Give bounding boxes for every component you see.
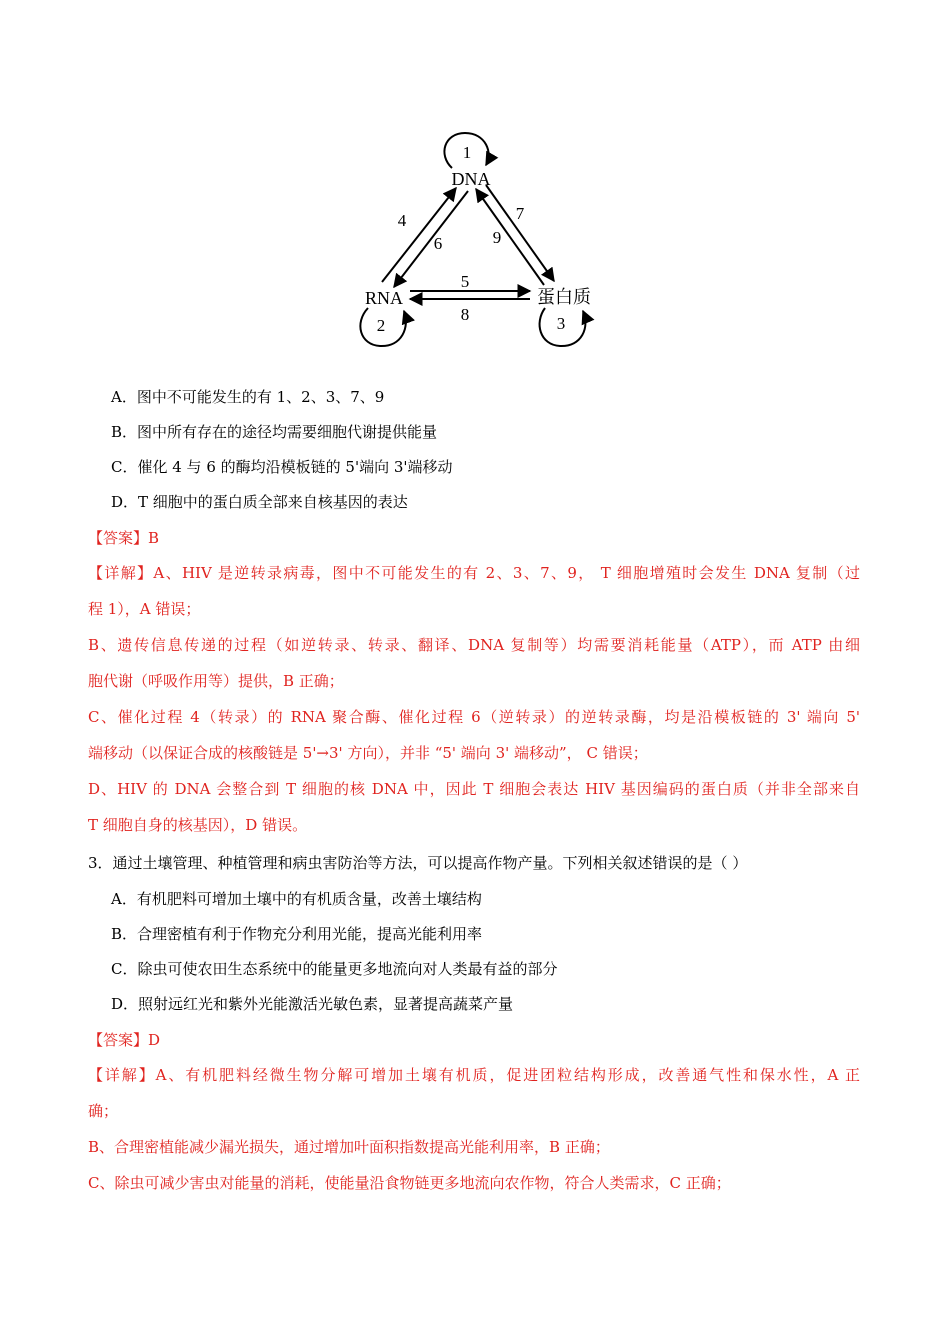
- q2-option-d: D．T 细胞中的蛋白质全部来自核基因的表达: [111, 493, 408, 511]
- q2-explain-line: T 细胞自身的核基因），D 错误。: [88, 816, 308, 834]
- arrow-6: [394, 191, 468, 287]
- q3-stem: 3．通过土壤管理、种植管理和病虫害防治等方法，可以提高作物产量。下列相关叙述错误的是（ ）: [88, 854, 748, 872]
- q3-explain-line: C、除虫可减少害虫对能量的消耗，使能量沿食物链更多地流向农作物，符合人类需求，C 正确；: [88, 1174, 731, 1192]
- q2-explain-line: 端移动（以保证合成的核酸链是 5'→3' 方向），并非 “5' 端向 3' 端移动”， C 错误；: [88, 744, 648, 762]
- q2-explain-line: 胞代谢（呼吸作用等）提供，B 正确；: [88, 672, 344, 690]
- q2-explain-line: 程 1），A 错误；: [88, 600, 201, 618]
- q3-answer: 【答案】D: [88, 1031, 161, 1049]
- label-2: 2: [376, 316, 386, 335]
- genetic-info-flow-diagram: [340, 125, 610, 360]
- label-8: 8: [460, 305, 470, 324]
- q2-option-c: C．催化 4 与 6 的酶均沿模板链的 5'端向 3'端移动: [111, 458, 453, 476]
- q3-option-c: C．除虫可使农田生态系统中的能量更多地流向对人类最有益的部分: [111, 960, 558, 978]
- node-rna: RNA: [364, 288, 404, 308]
- q3-option-b: B．合理密植有利于作物充分利用光能，提高光能利用率: [111, 925, 483, 943]
- q2-explain-line: D、HIV 的 DNA 会整合到 T 细胞的核 DNA 中，因此 T 细胞会表达 HIV 基因编码的蛋白质（并非全部来自: [88, 780, 860, 798]
- label-6: 6: [433, 234, 443, 253]
- label-1: 1: [462, 143, 472, 162]
- q2-answer: 【答案】B: [88, 529, 160, 547]
- q3-explain-line: B、合理密植能减少漏光损失，通过增加叶面积指数提高光能利用率，B 正确；: [88, 1138, 610, 1156]
- q3-explain-line: 确；: [88, 1102, 119, 1120]
- q2-explain-line: C、催化过程 4（转录）的 RNA 聚合酶、催化过程 6（逆转录）的逆转录酶，均是沿模板链的 3' 端向 5': [88, 708, 860, 726]
- q2-option-b: B．图中所有存在的途径均需要细胞代谢提供能量: [111, 423, 438, 441]
- label-5: 5: [460, 272, 470, 291]
- arrow-4: [382, 188, 456, 282]
- label-4: 4: [397, 211, 407, 230]
- node-dna: DNA: [451, 169, 491, 189]
- q3-option-a: A．有机肥料可增加土壤中的有机质含量，改善土壤结构: [111, 890, 482, 908]
- q3-option-d: D．照射远红光和紫外光能激活光敏色素，显著提高蔬菜产量: [111, 995, 514, 1013]
- q2-explain-line: B、遗传信息传递的过程（如逆转录、转录、翻译、DNA 复制等）均需要消耗能量（ATP），而 ATP 由细: [88, 636, 860, 654]
- q2-option-a: A．图中不可能发生的有 1、2、3、7、9: [111, 388, 385, 406]
- label-7: 7: [515, 204, 525, 223]
- label-9: 9: [492, 228, 502, 247]
- q3-explain-line: 【详解】A、有机肥料经微生物分解可增加土壤有机质，促进团粒结构形成，改善通气性和保水性，A 正: [88, 1066, 860, 1084]
- arrow-9: [476, 189, 544, 285]
- node-protein: 蛋白质: [537, 287, 591, 307]
- q2-explain-line: 【详解】A、HIV 是逆转录病毒，图中不可能发生的有 2、3、7、9， T 细胞增殖时会发生 DNA 复制（过: [88, 564, 860, 582]
- label-3: 3: [556, 314, 566, 333]
